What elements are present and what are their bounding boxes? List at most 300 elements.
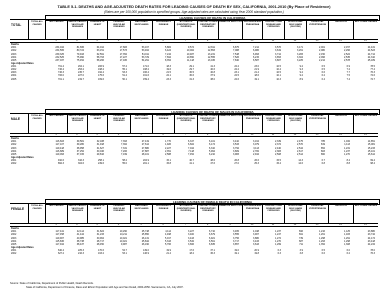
- table-cell: 7,362: [121, 143, 127, 147]
- table-cell: 13,045: [207, 58, 215, 62]
- table-cell: 26,190: [141, 242, 149, 246]
- table-cell: 31,233: [96, 233, 104, 237]
- table-cell: 1,926: [165, 143, 171, 147]
- table-cell: 149.0: [143, 249, 149, 253]
- table-cell: 37,252: [76, 149, 84, 153]
- table-cell: 23.1: [234, 71, 239, 75]
- table-cell: 7,212: [253, 46, 259, 50]
- table-cell: 168.2: [143, 68, 149, 72]
- table-cell: 23,742: [367, 233, 375, 237]
- table-cell: 701.1: [58, 77, 64, 81]
- table-cell: 17,227: [119, 55, 127, 59]
- table-cell: 23,418: [367, 239, 375, 243]
- table-cell: 32,188: [96, 140, 104, 144]
- table-cell: 8.8: [346, 162, 350, 166]
- table-cell: 2,944: [253, 152, 259, 156]
- row-year: 2004: [11, 55, 17, 59]
- table-cell: 5,884: [165, 46, 171, 50]
- column-header: DIABETES MELLITUS: [218, 204, 242, 223]
- table-cell: 2,535: [344, 55, 350, 59]
- table-cell: 6.0: [346, 249, 350, 253]
- column-number: 12: [293, 132, 297, 136]
- table-cell: 3,653: [275, 55, 281, 59]
- column-number: 7: [184, 38, 187, 42]
- table-cell: 1,125: [344, 230, 350, 234]
- table-cell: 234,044: [55, 46, 64, 50]
- table-cell: 6.6: [321, 252, 325, 256]
- table-cell: 53.1: [122, 252, 127, 256]
- table-cell: 2,514: [297, 152, 303, 156]
- table-cell: 29,816: [96, 152, 104, 156]
- table-cell: 2,351: [165, 149, 171, 153]
- column-header: MAJOR CARDIO-VASCULAR DISEASES: [67, 114, 87, 133]
- table-cell: 3,792: [233, 146, 239, 150]
- table-cell: 37.9: [210, 74, 215, 78]
- table-cell: 696: [299, 230, 303, 234]
- table-cell: 54,291: [141, 58, 149, 62]
- table-cell: 10.5: [276, 65, 281, 69]
- column-number: 9: [229, 132, 231, 136]
- table-cell: 3,400: [188, 233, 194, 237]
- column-header: CEREBRO-VASCULAR DISEASES: [107, 20, 130, 39]
- table-cell: 7,393: [121, 140, 127, 144]
- column-header: INFLUENZA AND PNEUMONIA: [242, 204, 262, 223]
- column-number: 5: [140, 132, 142, 136]
- column-header: CHRONIC LIVER DISEASE AND CIRRHOSIS: [262, 114, 284, 133]
- table-cell: 860: [321, 152, 325, 156]
- table-cell: 171.0: [143, 65, 149, 69]
- row-year: 2001: [11, 140, 17, 144]
- table-cell: 3,983: [233, 152, 239, 156]
- table-cell: 2,383: [275, 149, 281, 153]
- table-cell: 3,576: [275, 46, 281, 50]
- table-cell: 6,710: [209, 230, 215, 234]
- table-cell: 3,410: [233, 140, 239, 144]
- table-cell: 22.1: [166, 74, 171, 78]
- subheading-deaths: Deaths: [11, 227, 19, 230]
- table-cell: 7,118: [188, 149, 194, 153]
- table-cell: 6.6: [321, 71, 325, 75]
- table-cell: 803: [321, 149, 325, 153]
- table-cell: 234,565: [55, 49, 64, 53]
- column-header: ESSENTIAL HYPERTENSION: [306, 20, 328, 39]
- table-cell: 41.1: [189, 162, 194, 166]
- subheading-deaths: Deaths: [11, 137, 19, 140]
- section-header: LEADING CAUSES OF FEMALE DEATH IN CALIFORNIA: [45, 199, 380, 205]
- table-cell: 3,807: [275, 58, 281, 62]
- table-cell: 25,748: [141, 230, 149, 234]
- column-header: INTENTIONAL SELF-HARM (SUICIDE): [284, 114, 306, 133]
- table-cell: 6,561: [209, 239, 215, 243]
- table-cell: 5,766: [165, 242, 171, 246]
- table-cell: 15.4: [276, 162, 281, 166]
- table-cell: 3,261: [297, 49, 303, 53]
- table-cell: 28,450: [96, 242, 104, 246]
- table-cell: 163.2: [98, 252, 104, 256]
- table-row: [10, 153, 378, 156]
- column-header: MAJOR CARDIO-VASCULAR DISEASES: [67, 204, 87, 223]
- table-cell: 761.4: [58, 65, 64, 69]
- table-cell: 6,101: [209, 140, 215, 144]
- table-cell: 31,627: [96, 146, 104, 150]
- table-cell: 30,046: [96, 149, 104, 153]
- table-cell: 206.9: [98, 65, 104, 69]
- column-number: 4: [117, 132, 120, 136]
- table-cell: 14,851: [367, 140, 375, 144]
- table-cell: 6,587: [253, 58, 259, 62]
- table-cell: 53,729: [141, 55, 149, 59]
- table-cell: 6.5: [321, 65, 325, 69]
- section-total: [10, 15, 378, 105]
- column-number-row: [10, 223, 378, 228]
- row-year: 2004: [11, 74, 17, 78]
- column-number-row: [10, 39, 378, 44]
- table-cell: 8.4: [346, 159, 350, 163]
- table-cell: 54.7: [122, 249, 127, 253]
- column-number: 4: [117, 222, 120, 226]
- table-cell: 6.2: [346, 252, 350, 256]
- table-cell: 6,835: [209, 242, 215, 246]
- table-cell: 53,167: [141, 46, 149, 50]
- table-cell: 78.0: [370, 249, 375, 253]
- table-cell: 3,643: [253, 242, 259, 246]
- table-cell: 117,944: [55, 242, 64, 246]
- column-header: ALL OTHER CAUSES: [353, 114, 378, 133]
- column-number: 1: [55, 132, 57, 136]
- row-year: 2003: [11, 146, 17, 150]
- source-note-1: Source: State of California, Department of Public Health, Death Records.: [10, 282, 94, 285]
- table-cell: 2,001: [319, 46, 325, 50]
- section-label: TOTAL: [11, 23, 22, 27]
- table-cell: 63,151: [96, 49, 104, 53]
- table-cell: 170.6: [98, 249, 104, 253]
- table-cell: 6,215: [253, 55, 259, 59]
- table-cell: 3,907: [253, 233, 259, 237]
- column-number-row: [10, 133, 378, 138]
- table-cell: 14.6: [298, 162, 303, 166]
- table-cell: 27,612: [141, 143, 149, 147]
- table-cell: 28,101: [141, 152, 149, 156]
- table-cell: 2,578: [344, 58, 350, 62]
- table-cell: 6.7: [321, 159, 325, 163]
- column-number: 3: [96, 38, 98, 42]
- table-cell: 10.1: [276, 74, 281, 78]
- table-cell: 15,101: [367, 149, 375, 153]
- table-cell: 7,199: [121, 152, 127, 156]
- column-header: NEPHRITIS: [328, 114, 353, 133]
- table-cell: 6,210: [209, 152, 215, 156]
- table-cell: 8,354: [165, 58, 171, 62]
- table-cell: 3,171: [297, 46, 303, 50]
- table-cell: 1,272: [275, 236, 281, 240]
- table-cell: 192.4: [98, 71, 104, 75]
- table-cell: 711: [299, 242, 303, 246]
- table-cell: 58,763: [96, 55, 104, 59]
- table-cell: 219.7: [78, 77, 84, 81]
- table-cell: 253.2: [78, 68, 84, 72]
- table-cell: 3,756: [233, 236, 239, 240]
- table-cell: 30.5: [189, 71, 194, 75]
- column-header: CHRONIC LIVER DISEASE AND CIRRHOSIS: [262, 204, 284, 223]
- table-cell: 3.9: [299, 249, 303, 253]
- table-cell: 38,437: [76, 242, 84, 246]
- table-cell: 31,824: [96, 230, 104, 234]
- table-cell: 80,724: [76, 49, 84, 53]
- column-header: DISEASES OF HEART: [87, 114, 107, 133]
- table-cell: 55.1: [122, 68, 127, 72]
- table-cell: 75,990: [76, 55, 84, 59]
- table-cell: 227.0: [78, 74, 84, 78]
- table-cell: 36.3: [210, 252, 215, 256]
- table-cell: 264.1: [78, 65, 84, 69]
- table-cell: 10,021: [119, 236, 127, 240]
- table-cell: 2,588: [165, 152, 171, 156]
- table-cell: 18.6: [254, 74, 259, 78]
- table-cell: 1,298: [344, 239, 350, 243]
- column-number: 14: [339, 222, 342, 226]
- table-cell: 115,836: [55, 239, 64, 243]
- column-headers: [10, 203, 378, 224]
- table-cell: 24,523: [367, 49, 375, 53]
- table-cell: 14.3: [298, 159, 303, 163]
- table-cell: 19.1: [234, 252, 239, 256]
- table-cell: 3,857: [233, 242, 239, 246]
- table-cell: 53.3: [122, 71, 127, 75]
- table-cell: 39,581: [76, 140, 84, 144]
- table-cell: 15,081: [367, 143, 375, 147]
- table-cell: 7,206: [121, 149, 127, 153]
- column-number: 7: [184, 222, 187, 226]
- table-cell: 75,452: [76, 58, 84, 62]
- table-cell: 1,247: [275, 233, 281, 237]
- row-year: 2001: [11, 159, 17, 163]
- table-cell: 17,352: [119, 52, 127, 56]
- table-cell: 2,150: [319, 52, 325, 56]
- column-number: 2: [76, 132, 78, 136]
- table-cell: 640.4: [58, 249, 64, 253]
- table-cell: 30,964: [96, 236, 104, 240]
- table-cell: 7,088: [233, 49, 239, 53]
- table-cell: 7,694: [165, 55, 171, 59]
- column-header: ALL CAUSES: [45, 114, 67, 133]
- column-header: CHRONIC LOWER RESPIRATORY DISEASES: [197, 204, 218, 223]
- table-cell: 3,283: [297, 52, 303, 56]
- table-cell: 1,291: [344, 236, 350, 240]
- table-cell: 1,216: [319, 230, 325, 234]
- table-cell: 2,617: [297, 149, 303, 153]
- table-cell: 10,650: [186, 55, 194, 59]
- table-cell: 25.3: [254, 162, 259, 166]
- table-cell: 204.9: [143, 159, 149, 163]
- column-number: 14: [339, 132, 342, 136]
- table-cell: 3,712: [275, 52, 281, 56]
- column-number: 1: [55, 222, 57, 226]
- table-cell: 7.7: [346, 71, 350, 75]
- table-cell: 7,452: [188, 152, 194, 156]
- table-cell: 232,525: [55, 55, 64, 59]
- table-cell: 40.8: [210, 71, 215, 75]
- section-female: [10, 199, 378, 289]
- column-number: 5: [140, 222, 142, 226]
- table-cell: 3,465: [233, 230, 239, 234]
- table-cell: 12,853: [207, 49, 215, 53]
- table-cell: 6,424: [165, 49, 171, 53]
- table-cell: 22.2: [234, 65, 239, 69]
- table-cell: 12,555: [207, 55, 215, 59]
- row-year: 2001: [11, 65, 17, 69]
- table-cell: 119,418: [55, 146, 64, 150]
- table-cell: 17,573: [119, 49, 127, 53]
- table-cell: 7.2: [346, 68, 350, 72]
- table-cell: 23.0: [254, 65, 259, 69]
- table-cell: 5,994: [209, 149, 215, 153]
- table-cell: 40.6: [210, 68, 215, 72]
- column-number: 11: [271, 38, 275, 42]
- table-cell: 1,270: [344, 152, 350, 156]
- table-cell: 3,555: [233, 233, 239, 237]
- table-cell: 41,444: [76, 233, 84, 237]
- table-cell: 6,993: [253, 52, 259, 56]
- table-cell: 31.3: [189, 77, 194, 81]
- column-number: 11: [271, 132, 275, 136]
- table-cell: 21.9: [254, 68, 259, 72]
- table-cell: 29.1: [189, 65, 194, 69]
- column-headers: [10, 19, 378, 40]
- table-cell: 3,666: [188, 242, 194, 246]
- table-cell: 37,015: [76, 152, 84, 156]
- table-cell: 7,044: [188, 146, 194, 150]
- table-cell: 57.2: [122, 65, 127, 69]
- table-cell: 116,689: [55, 149, 64, 153]
- column-number: 15: [364, 38, 367, 42]
- row-year: 2001: [11, 230, 17, 234]
- table-cell: 3,079: [253, 143, 259, 147]
- table-cell: 42,114: [76, 230, 84, 234]
- table-cell: 117,458: [55, 233, 64, 237]
- table-cell: 8.9: [299, 77, 303, 81]
- table-cell: 201.1: [143, 162, 149, 166]
- table-cell: 6,679: [209, 233, 215, 237]
- column-header: ALZHEIMER'S DISEASE: [152, 204, 174, 223]
- table-cell: 50.1: [122, 77, 127, 81]
- table-cell: 1,032: [344, 140, 350, 144]
- table-cell: 746.4: [58, 68, 64, 72]
- table-cell: 6,347: [188, 140, 194, 144]
- column-header: CHRONIC LOWER RESPIRATORY DISEASES: [197, 20, 218, 39]
- column-header: ESSENTIAL HYPERTENSION: [306, 204, 328, 223]
- subheading-deaths: Deaths: [11, 43, 19, 46]
- table-cell: 910.6: [58, 159, 64, 163]
- table-cell: 11,118: [187, 58, 194, 62]
- table-cell: 12,811: [207, 46, 215, 50]
- table-cell: 169.6: [98, 77, 104, 81]
- table-cell: 19.8: [254, 252, 259, 256]
- table-cell: 819: [321, 143, 325, 147]
- source-note-2: State of California, Department of Finance, Race and Ethnic Population with Age and Sex Detail, 2000-2050. Sacramento, CA, July 2007.: [26, 286, 184, 289]
- table-cell: 27,419: [141, 140, 149, 144]
- table-cell: 7.5: [346, 74, 350, 78]
- table-cell: 3,304: [297, 55, 303, 59]
- table-cell: 37.1: [210, 249, 215, 253]
- column-number: 6: [162, 222, 164, 226]
- table-cell: 7,244: [165, 52, 171, 56]
- table-cell: 3,433: [253, 239, 259, 243]
- table-cell: 21.4: [254, 71, 259, 75]
- table-cell: 6.4: [321, 77, 325, 81]
- table-cell: 27.0: [234, 162, 239, 166]
- table-cell: 746.3: [58, 71, 64, 75]
- table-cell: 51.4: [122, 74, 127, 78]
- table-cell: 17.6: [189, 249, 194, 253]
- column-header: DISEASES OF HEART: [87, 204, 107, 223]
- column-header: ALL CAUSES: [45, 20, 67, 39]
- table-cell: 146.9: [143, 252, 149, 256]
- table-cell: 10.4: [276, 68, 281, 72]
- table-cell: 6,986: [253, 49, 259, 53]
- column-number: 9: [229, 38, 231, 42]
- section-header: LEADING CAUSES OF DEATH OF MALES IN CALIFORNIA: [45, 109, 380, 115]
- table-cell: 10,487: [186, 52, 194, 56]
- column-header: CHRONIC LIVER DISEASE AND CIRRHOSIS: [262, 20, 284, 39]
- column-header: MALIGNANT NEOPLASMS: [130, 204, 152, 223]
- column-header: INFLUENZA AND PNEUMONIA: [242, 114, 262, 133]
- table-cell: 30.6: [189, 74, 194, 78]
- table-cell: 79,943: [76, 52, 84, 56]
- table-cell: 316.3: [78, 159, 84, 163]
- table-cell: 6.3: [277, 252, 281, 256]
- table-cell: 1,270: [275, 239, 281, 243]
- table-cell: 7,548: [233, 52, 239, 56]
- column-number: 15: [364, 132, 367, 136]
- table-cell: 3,225: [297, 58, 303, 62]
- table-cell: 7,526: [233, 55, 239, 59]
- table-cell: 15,233: [367, 146, 375, 150]
- table-cell: 21.5: [166, 71, 171, 75]
- table-cell: 4,498: [165, 233, 171, 237]
- column-number: 8: [206, 222, 209, 226]
- row-year: 2003: [11, 236, 17, 240]
- table-cell: 17,186: [119, 58, 127, 62]
- table-cell: 10,290: [119, 230, 127, 234]
- column-header-total: TOTAL ALL CAUSES: [28, 114, 45, 133]
- table-cell: 1,237: [344, 149, 350, 153]
- column-header: CEREBRO-VASCULAR DISEASES: [107, 114, 130, 133]
- table-cell: 198.2: [98, 68, 104, 72]
- column-header: ESSENTIAL HYPERTENSION: [306, 114, 328, 133]
- table-cell: 98.4: [370, 162, 375, 166]
- row-year: 2005: [11, 152, 17, 156]
- table-cell: 25,189: [367, 58, 375, 62]
- section-header: LEADING CAUSES OF DEATH IN CALIFORNIA: [45, 15, 380, 21]
- table-cell: 3,880: [253, 236, 259, 240]
- row-year: 2003: [11, 71, 17, 75]
- table-cell: 785: [321, 140, 325, 144]
- table-cell: 7,840: [233, 58, 239, 62]
- table-cell: 2,544: [297, 146, 303, 150]
- table-cell: 3,443: [188, 236, 194, 240]
- table-cell: 1,293: [319, 239, 325, 243]
- section-male: [10, 109, 378, 199]
- column-header: MALIGNANT NEOPLASMS: [130, 114, 152, 133]
- table-cell: 53,462: [141, 49, 149, 53]
- row-year: 2002: [11, 143, 17, 147]
- table-cell: 6.5: [321, 68, 325, 72]
- table-cell: 6,602: [188, 143, 194, 147]
- column-header: ACCIDENTS (UNINTENTIONAL INJURIES): [174, 20, 197, 39]
- table-cell: 38,958: [76, 146, 84, 150]
- table-cell: 23.3: [166, 77, 171, 81]
- table-cell: 2,372: [275, 143, 281, 147]
